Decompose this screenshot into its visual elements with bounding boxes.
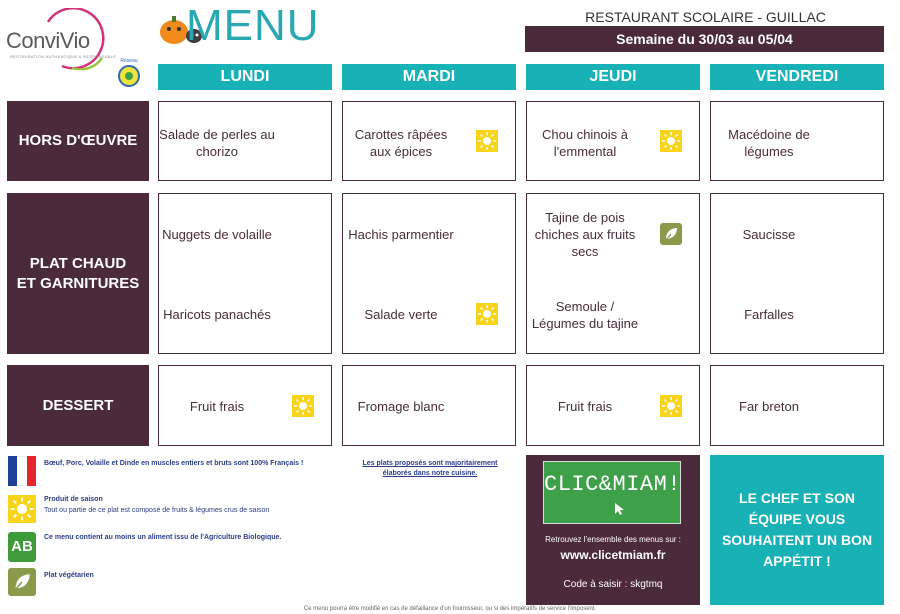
dish-dessert-lundi: Fruit frais — [189, 399, 245, 414]
cell-hors-doeuvre-jeudi — [526, 101, 700, 181]
dish-plat-lundi-side: Haricots panachés — [163, 307, 271, 322]
cell-dessert-vendredi — [710, 365, 884, 446]
cell-plat-jeudi — [526, 193, 700, 354]
season-sun-icon — [476, 130, 498, 152]
reseau-badge-logo: Réseau — [114, 58, 144, 88]
season-sun-icon — [292, 395, 314, 417]
cell-dessert-lundi — [158, 365, 332, 446]
legend-bio: Ce menu contient au moins un aliment issu de l'Agriculture Biologique. — [44, 534, 282, 541]
season-sun-icon — [476, 303, 498, 325]
week-banner: Semaine du 30/03 au 05/04 — [525, 26, 884, 52]
convivio-logo — [6, 8, 117, 70]
vegetarian-leaf-icon — [660, 223, 682, 245]
vegetarian-leaf-icon — [8, 568, 36, 596]
dish-plat-lundi-main: Nuggets de volaille — [162, 227, 272, 242]
dish-hors-doeuvre-vendredi: Macédoine de légumes — [728, 127, 810, 159]
season-sun-icon — [660, 395, 682, 417]
dish-plat-jeudi-side: Semoule / Légumes du tajine — [531, 299, 639, 331]
legend-vegetarian: Plat végétarien — [44, 572, 94, 579]
season-sun-icon — [8, 495, 36, 523]
dish-dessert-jeudi: Fruit frais — [557, 399, 613, 414]
cell-plat-vendredi — [710, 193, 884, 354]
row-label-plat: PLAT CHAUD ET GARNITURES — [7, 193, 149, 354]
dish-dessert-vendredi: Far breton — [739, 399, 799, 414]
organic-ab-icon: AB — [8, 532, 36, 562]
legend-season-title: Produit de saison — [44, 496, 103, 503]
clicetmiam-link[interactable]: www.clicetmiam.fr — [560, 548, 666, 562]
dish-plat-mardi-main: Hachis parmentier — [348, 227, 454, 242]
clicetmiam-code: Code à saisir : skgtmq — [563, 579, 663, 590]
day-header-jeudi: JEUDI — [526, 64, 700, 90]
footer-disclaimer: Ce menu pourra être modifié en cas de défaillance d'un fournisseur, ou si des impératifs de service l'imposent. — [303, 606, 597, 612]
cell-hors-doeuvre-mardi — [342, 101, 516, 181]
dish-plat-mardi-side: Salade verte — [364, 307, 438, 322]
cell-plat-lundi — [158, 193, 332, 354]
cell-hors-doeuvre-lundi — [158, 101, 332, 181]
brand-tagline: RESTAURATION AUTHENTIQUE & RESPONSABLE — [10, 54, 117, 59]
clicetmiam-logo: CLIC&MIAM! — [543, 461, 681, 524]
cell-plat-mardi — [342, 193, 516, 354]
dish-plat-jeudi-main: Tajine de pois chiches aux fruits secs — [534, 210, 636, 259]
dish-plat-vendredi-main: Saucisse — [742, 227, 796, 242]
page-title: MENU — [186, 1, 320, 50]
day-header-lundi: LUNDI — [158, 64, 332, 90]
clicetmiam-panel — [526, 455, 700, 605]
dish-hors-doeuvre-jeudi: Chou chinois à l'emmental — [542, 127, 628, 159]
cell-hors-doeuvre-vendredi — [710, 101, 884, 181]
legend-meat-origin: Bœuf, Porc, Volaille et Dinde en muscles entiers et bruts sont 100% Français ! — [44, 460, 304, 467]
day-header-vendredi: VENDREDI — [710, 64, 884, 90]
season-sun-icon — [660, 130, 682, 152]
dish-plat-vendredi-side: Farfalles — [744, 307, 794, 322]
france-flag-icon — [8, 456, 36, 486]
row-label-dessert: DESSERT — [7, 365, 149, 446]
chef-message: LE CHEF ET SON ÉQUIPE VOUS SOUHAITENT UN BON APPÉTIT ! — [710, 455, 884, 605]
dish-dessert-mardi: Fromage blanc — [357, 399, 445, 414]
cell-dessert-jeudi — [526, 365, 700, 446]
cell-dessert-mardi — [342, 365, 516, 446]
day-header-mardi: MARDI — [342, 64, 516, 90]
legend-season-text: Tout ou partie de ce plat est composé de fruits & légumes crus de saison — [44, 507, 270, 514]
cursor-icon — [612, 501, 628, 517]
clicetmiam-intro: Retrouvez l'ensemble des menus sur : — [545, 535, 681, 544]
dish-hors-doeuvre-mardi: Carottes râpées aux épices — [354, 127, 448, 159]
restaurant-name: RESTAURANT SCOLAIRE - GUILLAC — [585, 9, 826, 25]
row-label-hors-doeuvre: HORS D'ŒUVRE — [7, 101, 149, 181]
legend-plats-cuisine: Les plats proposés sont majoritairement élaborés dans notre cuisine. — [362, 460, 498, 477]
brand-name: ConviVio — [6, 28, 90, 53]
dish-hors-doeuvre-lundi: Salade de perles au chorizo — [159, 127, 275, 159]
